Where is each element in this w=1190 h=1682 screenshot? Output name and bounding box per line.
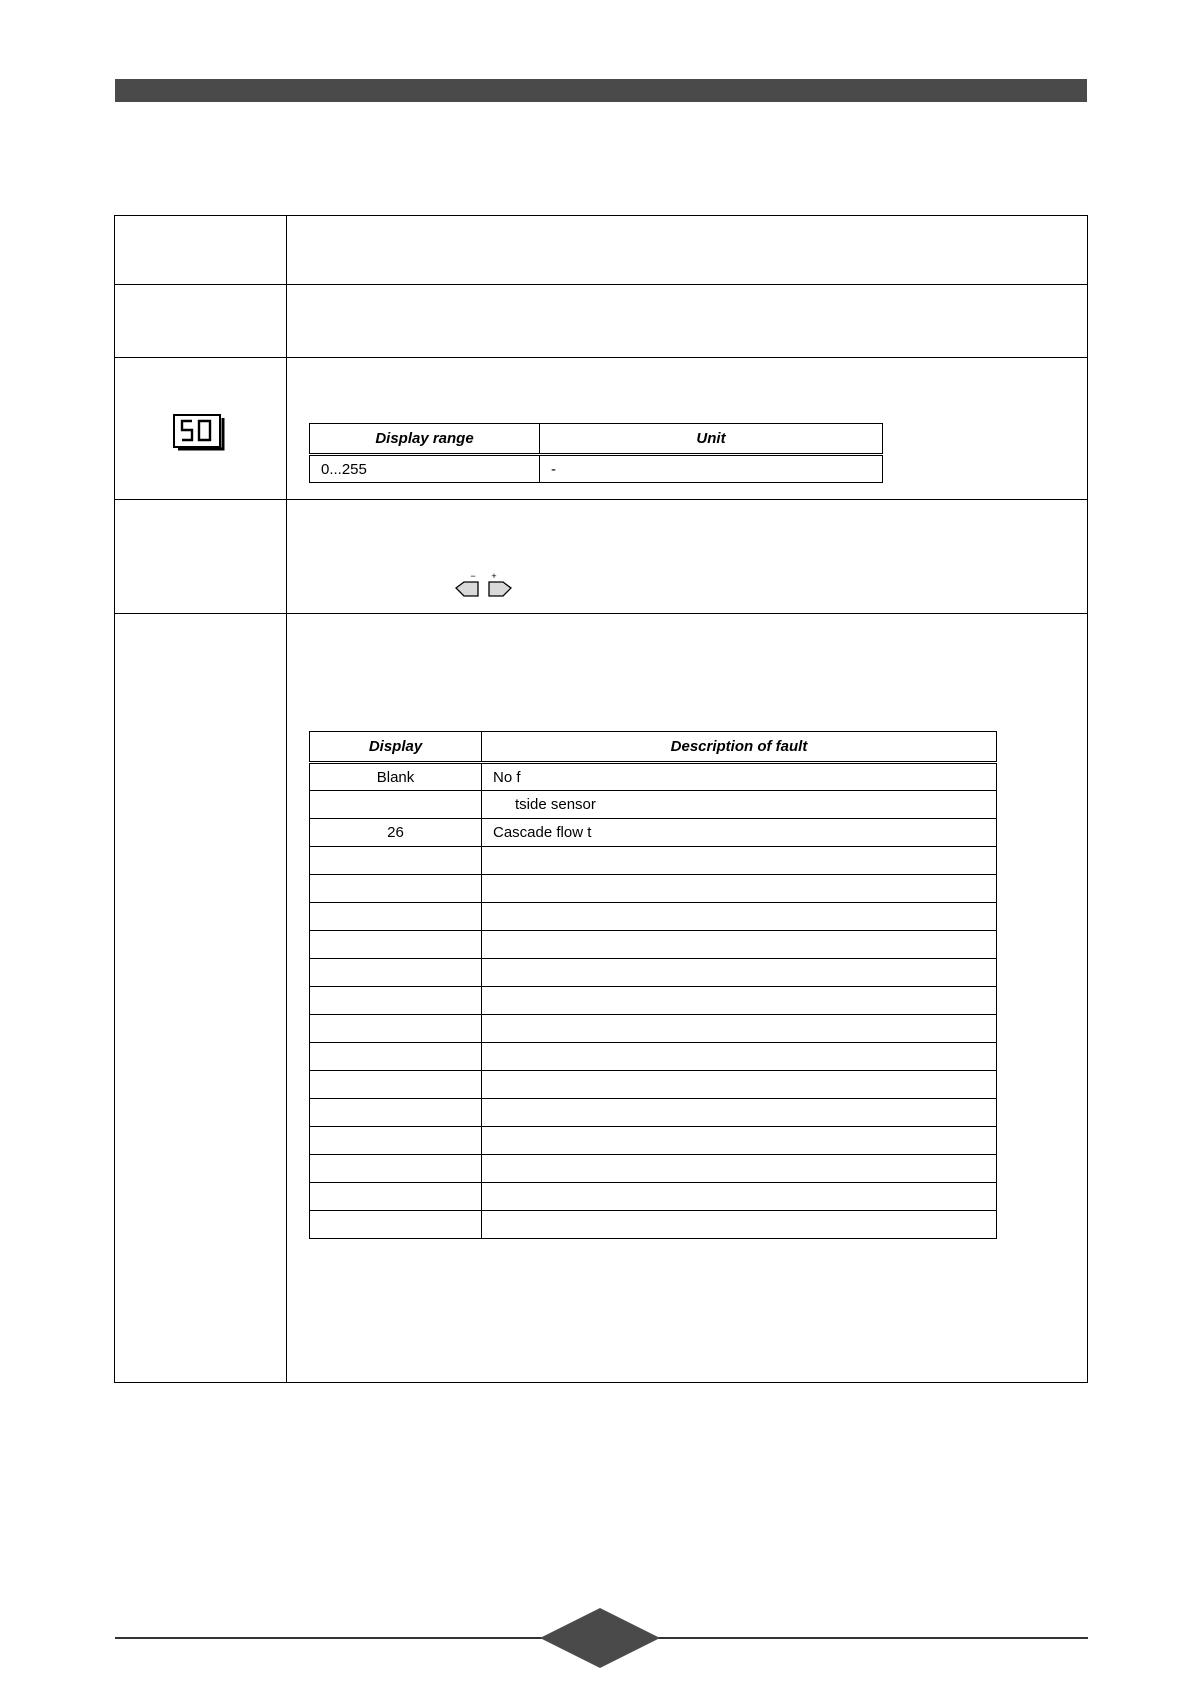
- minus-label: −: [470, 571, 476, 581]
- table-row: [310, 987, 997, 1015]
- adjust-buttons: [452, 570, 516, 598]
- fault-description-cell: [482, 847, 997, 875]
- fault-code-cell: [310, 1071, 482, 1099]
- table-row: [310, 1071, 997, 1099]
- fault-code-cell: [310, 1099, 482, 1127]
- fault-description-cell: [482, 1043, 997, 1071]
- fault-code-cell: [310, 1127, 482, 1155]
- fault-description-cell: [482, 1071, 997, 1099]
- table-row: [310, 791, 997, 819]
- fault-description-cell: No f: [482, 763, 997, 791]
- column-header: Display: [310, 732, 482, 763]
- table-row: [310, 1099, 997, 1127]
- fault-description-cell: [482, 1155, 997, 1183]
- fault-description-cell: [482, 875, 997, 903]
- table-row: [310, 847, 997, 875]
- fault-code-cell: [310, 1043, 482, 1071]
- fault-description-cell: Cascade flow t: [482, 819, 997, 847]
- table-row: [310, 959, 997, 987]
- fault-code-cell: 26: [310, 819, 482, 847]
- fault-description-cell: [482, 1183, 997, 1211]
- display-range-table: [309, 423, 883, 483]
- fault-description-cell: [482, 1211, 997, 1239]
- minus-button[interactable]: [456, 582, 478, 596]
- table-row: [310, 875, 997, 903]
- fault-description-cell: [482, 931, 997, 959]
- fault-table: [309, 731, 997, 1239]
- header-bar: [115, 79, 1087, 102]
- plus-label: +: [491, 571, 497, 581]
- fault-code-cell: [310, 1211, 482, 1239]
- fault-code-cell: [310, 875, 482, 903]
- row-divider: [115, 613, 1087, 614]
- row-divider: [115, 284, 1087, 285]
- footer-diamond: [540, 1608, 660, 1668]
- fault-description-cell: [482, 1127, 997, 1155]
- fault-code-cell: [310, 1015, 482, 1043]
- table-row: [310, 931, 997, 959]
- column-header: Display range: [310, 424, 540, 455]
- plus-button[interactable]: [489, 582, 511, 596]
- fault-description-cell: [482, 1015, 997, 1043]
- fault-code-cell: [310, 791, 482, 819]
- column-header: Unit: [540, 424, 883, 455]
- unit-value: -: [540, 455, 883, 483]
- fault-code-cell: [310, 1155, 482, 1183]
- table-row: [310, 1183, 997, 1211]
- fault-description-text: tside sensor: [515, 796, 596, 813]
- table-row: [310, 1043, 997, 1071]
- table-row: [310, 903, 997, 931]
- fault-description-cell: [482, 903, 997, 931]
- fault-description-cell: [482, 791, 997, 819]
- table-row: [310, 1155, 997, 1183]
- row-divider: [115, 499, 1087, 500]
- display-range-value: 0...255: [310, 455, 540, 483]
- row-divider: [115, 357, 1087, 358]
- column-divider: [286, 216, 287, 1382]
- table-row: [310, 1015, 997, 1043]
- fault-code-cell: [310, 987, 482, 1015]
- fault-code-cell: [310, 1183, 482, 1211]
- table-row: [310, 1211, 997, 1239]
- fault-code-cell: Blank: [310, 763, 482, 791]
- fault-description-cell: [482, 987, 997, 1015]
- fault-code-cell: [310, 847, 482, 875]
- table-header-row: [310, 732, 997, 763]
- fault-code-cell: [310, 903, 482, 931]
- table-row: [310, 1127, 997, 1155]
- seven-segment-display-icon: [173, 414, 225, 452]
- table-row: [310, 819, 997, 847]
- table-row: [310, 763, 997, 791]
- fault-description-cell: [482, 959, 997, 987]
- fault-description-cell: [482, 1099, 997, 1127]
- fault-code-cell: [310, 959, 482, 987]
- table-row: [310, 455, 883, 483]
- table-header-row: [310, 424, 883, 455]
- fault-code-cell: [310, 931, 482, 959]
- column-header: Description of fault: [482, 732, 997, 763]
